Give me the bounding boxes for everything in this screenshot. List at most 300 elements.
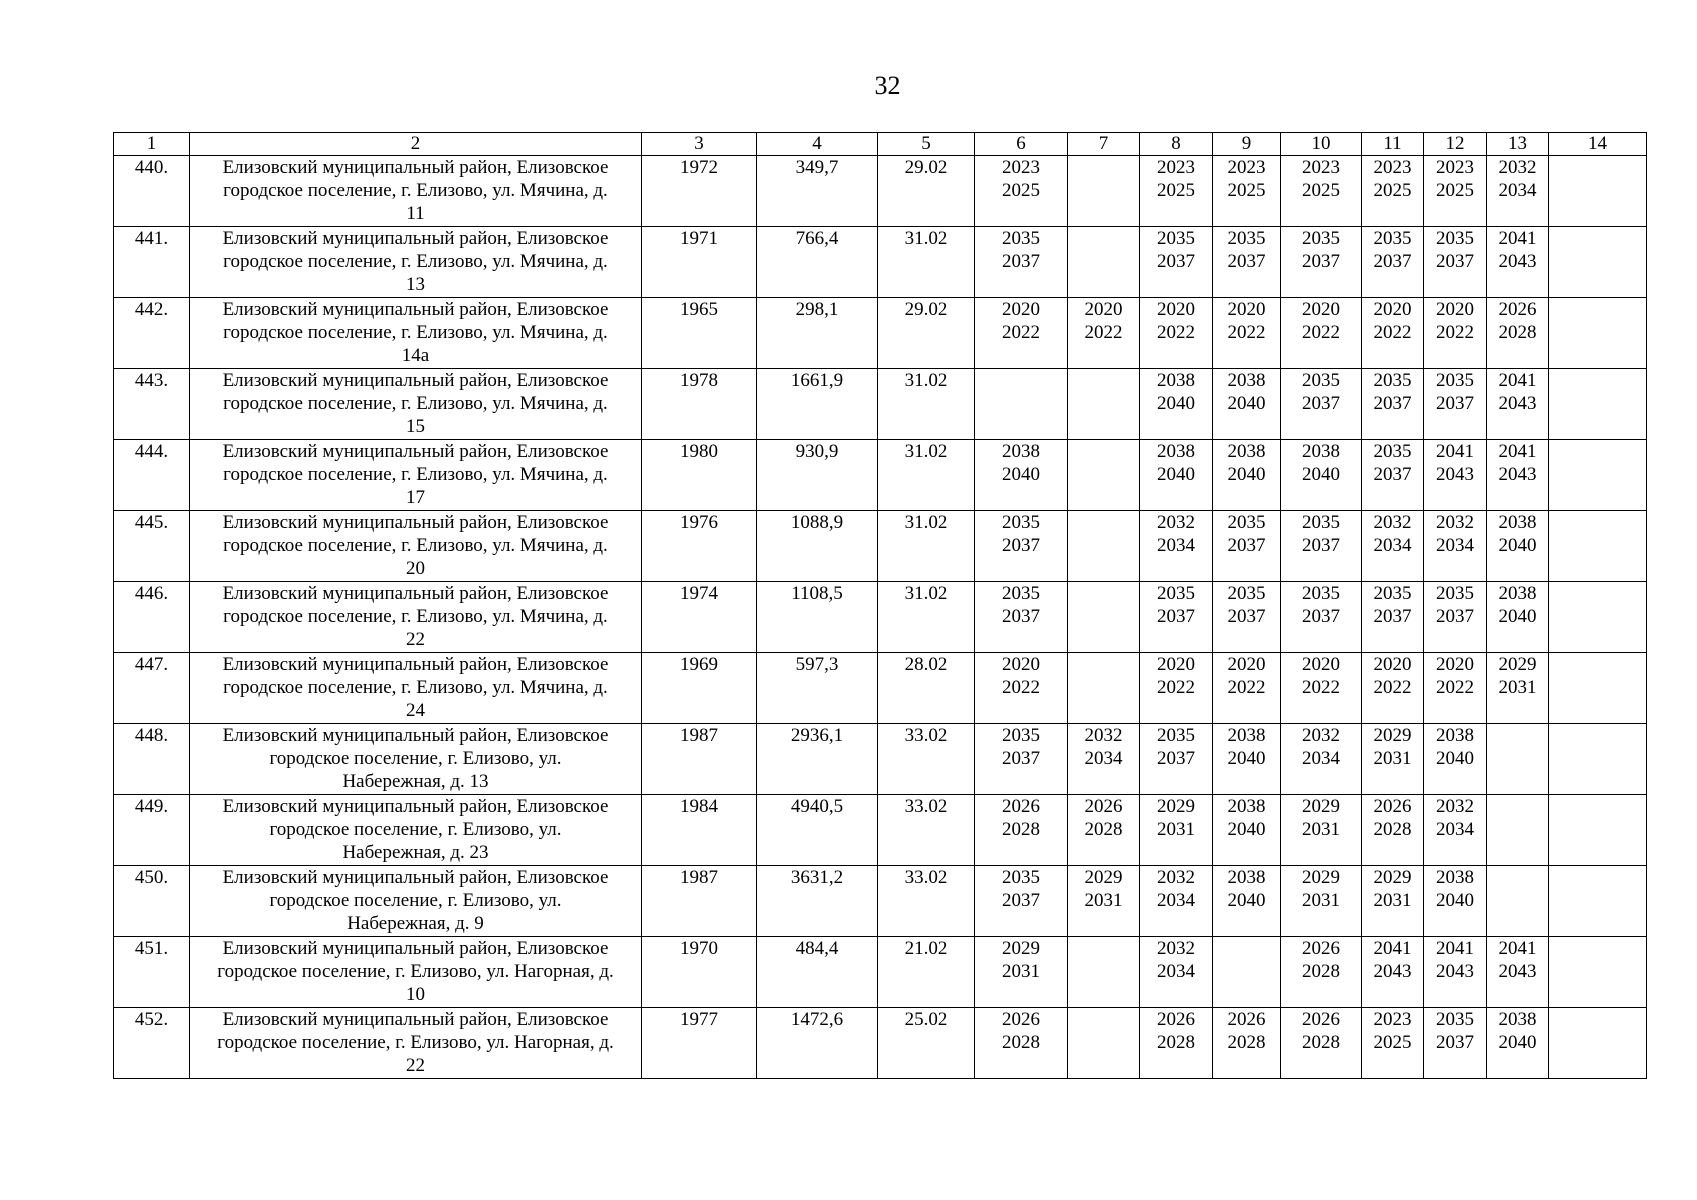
period-end-year: 2031	[1302, 819, 1340, 840]
period-cell	[1281, 298, 1362, 369]
period-cell	[975, 653, 1068, 724]
period-end-year: 2037	[1157, 606, 1195, 627]
address-cell	[190, 724, 642, 795]
address-line: Елизовский муниципальный район, Елизовское	[222, 583, 609, 604]
address-line: Елизовский муниципальный район, Елизовское	[222, 654, 609, 675]
code-cell: 33.02	[878, 724, 975, 795]
period-cell	[1362, 511, 1424, 582]
period-cell	[1068, 511, 1140, 582]
period-cell	[1213, 866, 1281, 937]
period-end-year: 2043	[1373, 961, 1412, 982]
period-start-year: 2035	[1227, 583, 1266, 604]
period-cell	[1362, 369, 1424, 440]
period-start-year: 2035	[1227, 228, 1266, 249]
period-start-year: 2032	[1157, 867, 1195, 888]
code-cell: 29.02	[878, 298, 975, 369]
period-cell	[975, 511, 1068, 582]
period-end-year: 2031	[1002, 961, 1040, 982]
period-end-year: 2022	[1002, 677, 1040, 698]
period-end-year: 2037	[1002, 748, 1040, 769]
period-end-year: 2034	[1498, 180, 1537, 201]
period-start-year: 2026	[1302, 938, 1340, 959]
period-start-year: 2026	[1227, 1009, 1266, 1030]
period-start-year: 2035	[1302, 512, 1340, 533]
table-row	[114, 369, 1647, 440]
period-end-year: 2037	[1302, 251, 1340, 272]
period-end-year: 2040	[1436, 748, 1474, 769]
period-start-year: 2029	[1302, 867, 1340, 888]
period-start-year: 2041	[1498, 441, 1537, 462]
table-row	[114, 724, 1647, 795]
period-end-year: 2022	[1436, 677, 1474, 698]
period-end-year: 2040	[1227, 393, 1266, 414]
period-cell	[1487, 369, 1549, 440]
build-year-cell: 1984	[642, 795, 757, 866]
period-cell	[1140, 156, 1213, 227]
period-cell	[1487, 1008, 1549, 1079]
period-cell	[1424, 795, 1487, 866]
address-line: Елизовский муниципальный район, Елизовское	[222, 938, 609, 959]
period-end-year: 2037	[1157, 748, 1195, 769]
period-cell	[1549, 369, 1647, 440]
area-cell: 1472,6	[757, 1008, 878, 1079]
period-start-year: 2029	[1373, 725, 1412, 746]
period-cell	[1140, 369, 1213, 440]
period-cell	[1213, 937, 1281, 1008]
period-end-year: 2028	[1227, 1032, 1266, 1053]
period-end-year: 2028	[1498, 322, 1537, 343]
period-end-year: 2037	[1373, 393, 1412, 414]
period-cell	[1424, 653, 1487, 724]
table-row	[114, 582, 1647, 653]
period-cell	[1549, 653, 1647, 724]
period-cell	[975, 440, 1068, 511]
address-line: Елизовский муниципальный район, Елизовское	[222, 299, 609, 320]
address-line: 14а	[401, 345, 430, 366]
period-end-year: 2037	[1227, 251, 1266, 272]
period-start-year: 2023	[1157, 157, 1195, 178]
address-line: городское поселение, г. Елизово, ул. Мячина, д.	[223, 606, 608, 627]
column-header: 11	[1362, 133, 1424, 156]
period-end-year: 2022	[1373, 322, 1412, 343]
period-end-year: 2043	[1498, 393, 1537, 414]
period-start-year: 2032	[1302, 725, 1340, 746]
period-start-year: 2035	[1157, 725, 1195, 746]
period-end-year: 2037	[1436, 393, 1474, 414]
period-end-year: 2037	[1302, 606, 1340, 627]
period-start-year: 2035	[1373, 370, 1412, 391]
build-year-cell: 1965	[642, 298, 757, 369]
period-end-year: 2034	[1157, 890, 1195, 911]
period-start-year: 2035	[1002, 228, 1040, 249]
period-cell	[1362, 724, 1424, 795]
period-cell	[1068, 653, 1140, 724]
area-cell: 484,4	[757, 937, 878, 1008]
column-header: 12	[1424, 133, 1487, 156]
address-line: 22	[406, 1055, 425, 1076]
period-start-year: 2038	[1436, 867, 1474, 888]
period-cell	[1281, 724, 1362, 795]
period-end-year: 2034	[1302, 748, 1340, 769]
period-end-year: 2028	[1084, 819, 1123, 840]
period-cell	[1213, 1008, 1281, 1079]
row-number: 441.	[114, 227, 190, 298]
period-cell	[1068, 937, 1140, 1008]
period-start-year: 2038	[1498, 1009, 1537, 1030]
period-start-year: 2029	[1498, 654, 1537, 675]
period-cell	[1487, 511, 1549, 582]
table-row	[114, 298, 1647, 369]
code-cell: 31.02	[878, 440, 975, 511]
period-start-year: 2038	[1436, 725, 1474, 746]
period-start-year: 2035	[1157, 228, 1195, 249]
address-line: городское поселение, г. Елизово, ул. Мячина, д.	[223, 322, 608, 343]
period-start-year: 2041	[1373, 938, 1412, 959]
address-line: Елизовский муниципальный район, Елизовское	[222, 512, 609, 533]
address-cell	[190, 156, 642, 227]
address-line: городское поселение, г. Елизово, ул.	[269, 819, 562, 840]
period-cell	[1362, 937, 1424, 1008]
address-line: 15	[406, 416, 425, 437]
period-cell	[1213, 795, 1281, 866]
address-line: 10	[406, 984, 425, 1005]
period-start-year: 2041	[1436, 441, 1474, 462]
period-cell	[1362, 582, 1424, 653]
period-start-year: 2032	[1498, 157, 1537, 178]
period-start-year: 2029	[1373, 867, 1412, 888]
period-end-year: 2025	[1373, 1032, 1412, 1053]
address-line: Елизовский муниципальный район, Елизовское	[222, 370, 609, 391]
address-line: Набережная, д. 23	[342, 842, 489, 863]
period-cell	[1549, 511, 1647, 582]
column-header: 3	[642, 133, 757, 156]
period-end-year: 2031	[1302, 890, 1340, 911]
table-row	[114, 440, 1647, 511]
period-cell	[1213, 653, 1281, 724]
period-cell	[1424, 1008, 1487, 1079]
period-end-year: 2028	[1373, 819, 1412, 840]
period-cell	[1281, 156, 1362, 227]
period-end-year: 2022	[1436, 322, 1474, 343]
period-end-year: 2022	[1227, 322, 1266, 343]
period-start-year: 2038	[1498, 512, 1537, 533]
area-cell: 1088,9	[757, 511, 878, 582]
period-cell	[1362, 795, 1424, 866]
address-line: Елизовский муниципальный район, Елизовское	[222, 228, 609, 249]
build-year-cell: 1987	[642, 866, 757, 937]
period-end-year: 2037	[1302, 393, 1340, 414]
period-start-year: 2035	[1373, 583, 1412, 604]
period-cell	[1140, 298, 1213, 369]
period-end-year: 2031	[1084, 890, 1123, 911]
period-start-year: 2038	[1227, 867, 1266, 888]
period-start-year: 2038	[1498, 583, 1537, 604]
table-row	[114, 795, 1647, 866]
period-start-year: 2035	[1157, 583, 1195, 604]
address-line: городское поселение, г. Елизово, ул. Мячина, д.	[223, 464, 608, 485]
table-row	[114, 156, 1647, 227]
period-start-year: 2026	[1084, 796, 1123, 817]
build-year-cell: 1980	[642, 440, 757, 511]
period-end-year: 2025	[1373, 180, 1412, 201]
period-cell	[1549, 227, 1647, 298]
period-end-year: 2025	[1157, 180, 1195, 201]
period-start-year: 2020	[1436, 299, 1474, 320]
period-cell	[1549, 440, 1647, 511]
address-line: 11	[406, 203, 425, 224]
period-start-year: 2035	[1302, 228, 1340, 249]
period-cell	[1140, 440, 1213, 511]
period-start-year: 2020	[1002, 654, 1040, 675]
column-header: 6	[975, 133, 1068, 156]
period-cell	[1068, 298, 1140, 369]
period-end-year: 2037	[1002, 535, 1040, 556]
period-start-year: 2038	[1157, 441, 1195, 462]
period-cell	[1549, 1008, 1647, 1079]
period-cell	[1424, 298, 1487, 369]
period-start-year: 2020	[1002, 299, 1040, 320]
address-line: Елизовский муниципальный район, Елизовское	[222, 725, 609, 746]
period-start-year: 2035	[1373, 441, 1412, 462]
period-end-year: 2040	[1227, 748, 1266, 769]
period-end-year: 2043	[1436, 961, 1474, 982]
page-number: 32	[874, 71, 901, 100]
period-start-year: 2026	[1002, 1009, 1040, 1030]
period-cell	[1424, 156, 1487, 227]
period-end-year: 2022	[1302, 322, 1340, 343]
period-start-year: 2026	[1373, 796, 1412, 817]
period-start-year: 2023	[1436, 157, 1474, 178]
period-end-year: 2037	[1002, 890, 1040, 911]
period-cell	[1549, 724, 1647, 795]
period-end-year: 2037	[1227, 606, 1266, 627]
column-header: 8	[1140, 133, 1213, 156]
period-start-year: 2038	[1227, 725, 1266, 746]
period-start-year: 2041	[1498, 938, 1537, 959]
period-cell	[1068, 866, 1140, 937]
period-cell	[1487, 582, 1549, 653]
period-cell	[1140, 227, 1213, 298]
period-start-year: 2020	[1373, 654, 1412, 675]
period-start-year: 2032	[1084, 725, 1123, 746]
period-end-year: 2040	[1157, 464, 1195, 485]
area-cell: 597,3	[757, 653, 878, 724]
table-row	[114, 866, 1647, 937]
period-start-year: 2032	[1436, 512, 1474, 533]
build-year-cell: 1977	[642, 1008, 757, 1079]
period-cell	[1281, 1008, 1362, 1079]
period-end-year: 2025	[1436, 180, 1474, 201]
period-cell	[1281, 653, 1362, 724]
period-start-year: 2020	[1084, 299, 1123, 320]
period-end-year: 2022	[1302, 677, 1340, 698]
period-end-year: 2031	[1157, 819, 1195, 840]
period-cell	[1140, 582, 1213, 653]
period-cell	[1213, 582, 1281, 653]
period-start-year: 2020	[1373, 299, 1412, 320]
address-line: городское поселение, г. Елизово, ул. Мячина, д.	[223, 535, 608, 556]
period-start-year: 2035	[1373, 228, 1412, 249]
period-end-year: 2037	[1373, 251, 1412, 272]
row-number: 448.	[114, 724, 190, 795]
code-cell: 21.02	[878, 937, 975, 1008]
area-cell: 766,4	[757, 227, 878, 298]
row-number: 446.	[114, 582, 190, 653]
period-end-year: 2034	[1157, 961, 1195, 982]
area-cell: 1661,9	[757, 369, 878, 440]
period-cell	[1281, 227, 1362, 298]
period-end-year: 2028	[1002, 1032, 1040, 1053]
period-cell	[1549, 866, 1647, 937]
address-line: городское поселение, г. Елизово, ул. Нагорная, д.	[217, 1032, 614, 1053]
period-cell	[1424, 227, 1487, 298]
period-start-year: 2026	[1002, 796, 1040, 817]
period-cell	[1068, 724, 1140, 795]
build-year-cell: 1971	[642, 227, 757, 298]
period-cell	[1362, 298, 1424, 369]
period-start-year: 2038	[1227, 370, 1266, 391]
period-start-year: 2035	[1227, 512, 1266, 533]
row-number: 442.	[114, 298, 190, 369]
period-cell	[1213, 298, 1281, 369]
period-start-year: 2026	[1157, 1009, 1195, 1030]
code-cell: 33.02	[878, 866, 975, 937]
code-cell: 29.02	[878, 156, 975, 227]
period-end-year: 2040	[1227, 890, 1266, 911]
period-end-year: 2037	[1373, 464, 1412, 485]
period-cell	[1140, 937, 1213, 1008]
address-line: Елизовский муниципальный район, Елизовское	[222, 157, 609, 178]
period-cell	[1140, 511, 1213, 582]
period-start-year: 2023	[1373, 157, 1412, 178]
code-cell: 25.02	[878, 1008, 975, 1079]
period-end-year: 2037	[1002, 251, 1040, 272]
address-line: городское поселение, г. Елизово, ул. Мячина, д.	[223, 251, 608, 272]
build-year-cell: 1976	[642, 511, 757, 582]
period-cell	[1068, 795, 1140, 866]
column-header: 7	[1068, 133, 1140, 156]
period-end-year: 2043	[1498, 251, 1537, 272]
period-cell	[1424, 369, 1487, 440]
table-row	[114, 511, 1647, 582]
area-cell: 2936,1	[757, 724, 878, 795]
period-start-year: 2023	[1373, 1009, 1412, 1030]
address-line: городское поселение, г. Елизово, ул.	[269, 890, 562, 911]
period-cell	[1487, 227, 1549, 298]
row-number: 443.	[114, 369, 190, 440]
period-end-year: 2034	[1157, 535, 1195, 556]
period-cell	[1487, 937, 1549, 1008]
period-start-year: 2023	[1002, 157, 1040, 178]
column-header: 10	[1281, 133, 1362, 156]
period-cell	[1068, 227, 1140, 298]
housing-registry-table	[113, 132, 1647, 1079]
period-start-year: 2038	[1002, 441, 1040, 462]
period-cell	[1213, 440, 1281, 511]
area-cell: 349,7	[757, 156, 878, 227]
period-cell	[1424, 724, 1487, 795]
period-cell	[1362, 440, 1424, 511]
period-cell	[1068, 582, 1140, 653]
table-row	[114, 653, 1647, 724]
row-number: 452.	[114, 1008, 190, 1079]
period-end-year: 2034	[1436, 535, 1474, 556]
address-line: городское поселение, г. Елизово, ул. Мячина, д.	[223, 677, 608, 698]
period-cell	[1140, 866, 1213, 937]
period-cell	[1281, 369, 1362, 440]
period-cell	[1068, 1008, 1140, 1079]
period-end-year: 2040	[1157, 393, 1195, 414]
period-cell	[1487, 440, 1549, 511]
period-cell	[1362, 156, 1424, 227]
period-end-year: 2040	[1227, 464, 1266, 485]
period-end-year: 2034	[1436, 819, 1474, 840]
period-end-year: 2037	[1002, 606, 1040, 627]
period-cell	[1281, 440, 1362, 511]
period-start-year: 2032	[1436, 796, 1474, 817]
code-cell: 31.02	[878, 511, 975, 582]
period-end-year: 2022	[1084, 322, 1123, 343]
period-start-year: 2038	[1157, 370, 1195, 391]
table-row	[114, 227, 1647, 298]
area-cell: 3631,2	[757, 866, 878, 937]
period-cell	[1281, 795, 1362, 866]
period-end-year: 2037	[1302, 535, 1340, 556]
period-end-year: 2037	[1157, 251, 1195, 272]
address-line: Набережная, д. 13	[342, 771, 489, 792]
period-cell	[1213, 369, 1281, 440]
code-cell: 33.02	[878, 795, 975, 866]
period-cell	[975, 866, 1068, 937]
period-end-year: 2043	[1498, 464, 1537, 485]
period-start-year: 2035	[1436, 228, 1474, 249]
period-cell	[975, 227, 1068, 298]
period-start-year: 2020	[1436, 654, 1474, 675]
period-cell	[1362, 653, 1424, 724]
period-start-year: 2035	[1002, 725, 1040, 746]
period-end-year: 2037	[1436, 606, 1474, 627]
code-cell: 28.02	[878, 653, 975, 724]
period-start-year: 2032	[1157, 512, 1195, 533]
period-cell	[1068, 369, 1140, 440]
period-end-year: 2022	[1227, 677, 1266, 698]
period-start-year: 2020	[1227, 654, 1266, 675]
period-cell	[1424, 937, 1487, 1008]
period-cell	[1487, 795, 1549, 866]
period-cell	[1424, 511, 1487, 582]
column-number-row	[114, 133, 1647, 156]
build-year-cell: 1972	[642, 156, 757, 227]
period-end-year: 2040	[1498, 535, 1537, 556]
period-end-year: 2040	[1498, 606, 1537, 627]
period-start-year: 2020	[1302, 654, 1340, 675]
period-start-year: 2023	[1302, 157, 1340, 178]
period-cell	[975, 156, 1068, 227]
row-number: 447.	[114, 653, 190, 724]
period-start-year: 2029	[1157, 796, 1195, 817]
period-start-year: 2029	[1302, 796, 1340, 817]
period-cell	[1487, 156, 1549, 227]
period-cell	[1281, 511, 1362, 582]
address-line: Елизовский муниципальный район, Елизовское	[222, 441, 609, 462]
address-line: 17	[406, 487, 425, 508]
period-end-year: 2040	[1002, 464, 1040, 485]
code-cell: 31.02	[878, 227, 975, 298]
period-cell	[1487, 653, 1549, 724]
address-cell	[190, 298, 642, 369]
period-cell	[1140, 795, 1213, 866]
period-end-year: 2034	[1373, 535, 1412, 556]
